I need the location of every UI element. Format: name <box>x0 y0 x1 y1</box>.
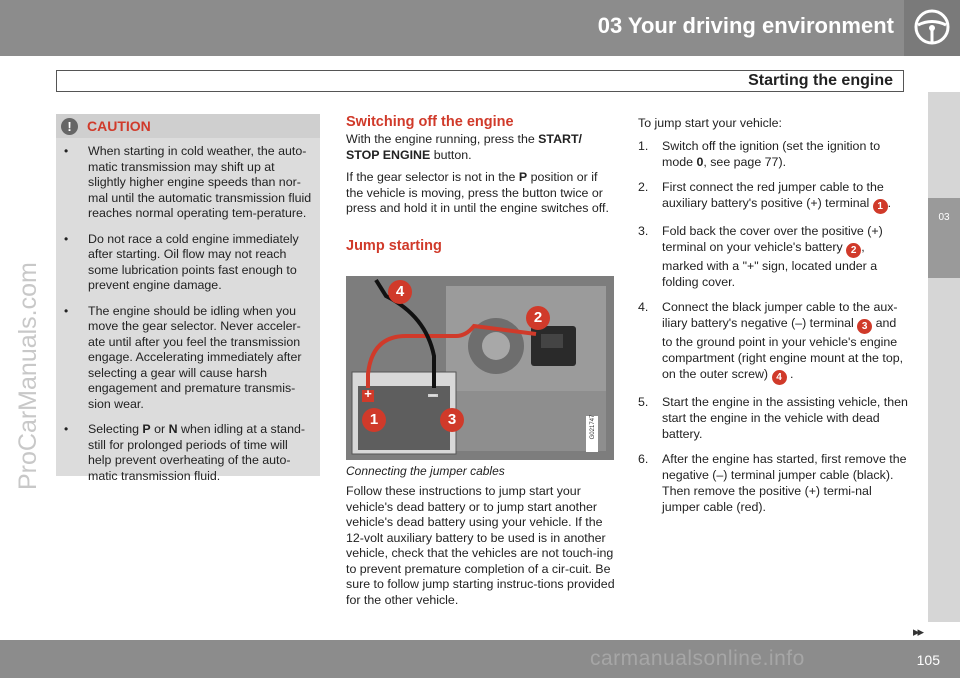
step-5: 5. Start the engine in the assisting vehicle, then start the engine in the vehicle with dead battery. <box>638 394 908 441</box>
callout-1: 1 <box>362 408 386 432</box>
engine-bay-drawing <box>346 276 614 460</box>
warning-icon: ! <box>61 118 78 135</box>
chapter-header <box>0 0 960 56</box>
jump-starting-heading: Jump starting <box>346 237 442 254</box>
chapter-title: 03 Your driving environment <box>597 13 894 38</box>
steering-wheel-icon <box>913 8 951 46</box>
step-6: 6. After the engine has started, first remove the negative (–) terminal jumper cable (black). Then remove the positive (+) termi-nal jumper cable (red). <box>638 451 907 514</box>
figure-code: G021747 <box>590 414 596 440</box>
figure-caption: Connecting the jumper cables <box>346 464 505 478</box>
steps-intro: To jump start your vehicle: <box>638 116 782 130</box>
callout-badge-4: 4 <box>772 370 787 385</box>
jump-start-steps-section <box>638 116 908 524</box>
section-title: Starting the engine <box>748 72 893 89</box>
callout-badge-1: 1 <box>873 199 888 214</box>
side-tab-label: 03 <box>938 212 950 223</box>
step-3: 3. Fold back the cover over the positive (+) terminal on your vehicle's battery 2 , marked with a "+" sign, located under a folding cover. <box>638 223 883 289</box>
chapter-side-tab[interactable] <box>928 198 960 278</box>
switching-off-section <box>346 114 616 254</box>
callout-2: 2 <box>526 306 550 330</box>
watermark-bottom: carmanualsonline.info <box>590 647 805 670</box>
caution-title: CAUTION <box>87 118 151 134</box>
continue-arrows-icon[interactable]: ▸▸ <box>913 624 923 639</box>
caution-item: • When starting in cold weather, the auto-matic transmission may shift up at slightly higher engine speeds than nor-mal until the automatic transmission fluid reaches normal operating tem-perature. <box>64 144 314 222</box>
side-tab-bar <box>928 92 960 622</box>
jumper-cable-illustration <box>346 276 614 460</box>
watermark-side: ProCarManuals.com <box>14 262 42 490</box>
caution-item: • Do not race a cold engine immediately after starting. Oil flow may not reach some lubrication points fast enough to prevent engine damage. <box>64 232 314 294</box>
section-header <box>56 70 904 92</box>
steering-wheel-icon-box <box>904 0 960 56</box>
callout-4: 4 <box>388 280 412 304</box>
switching-off-heading: Switching off the engine <box>346 114 514 130</box>
caution-item: • The engine should be idling when you move the gear selector. Never acceler-ate until after you feel the transmission engage. Accelerating immediately after selecting a gear will cause harsh engagement and premature transmis-sion wear. <box>64 304 314 413</box>
switching-off-paragraph-2: If the gear selector is not in the P position or if the vehicle is moving, press the button twice or press and hold it in until the engine switches off. <box>346 170 609 215</box>
steps-list <box>638 138 908 515</box>
callout-badge-2: 2 <box>846 243 861 258</box>
step-2: 2. First connect the red jumper cable to the auxiliary battery's positive (+) terminal 1 . <box>638 179 892 212</box>
step-4: 4. Connect the black jumper cable to the aux-iliary battery's negative (–) terminal 3 and to the ground point in your vehicle's engine compartment (right engine mount at the top, on the outer screw) 4 . <box>638 299 904 383</box>
battery-plus-sign: + <box>364 386 372 401</box>
caution-box <box>56 114 320 483</box>
step-1: 1. Switch off the ignition (set the ignition to mode 0, see page 77). <box>638 138 881 169</box>
switching-off-paragraph-1: With the engine running, press the START/ STOP ENGINE button. <box>346 132 582 162</box>
jump-starting-paragraph: Follow these instructions to jump start your vehicle's dead battery or to jump start another vehicle's dead battery using your vehicle. If the 12-volt auxiliary battery to be used is in another vehicle, check that the vehicles are not touch-ing to prevent premature completion of a cir-cuit. Be sure to follow jump starting instruc-tions provided for the other vehicle. <box>346 484 615 607</box>
page-number: 105 <box>916 652 940 668</box>
caution-item: • Selecting P or N when idling at a stand-still for prolonged periods of time will help prevent overheating of the auto-matic transmission fluid. <box>64 422 314 484</box>
battery-minus-sign: – <box>429 387 437 402</box>
caution-header <box>56 114 320 138</box>
caution-list <box>64 144 314 494</box>
callout-3: 3 <box>440 408 464 432</box>
page-footer <box>0 640 960 678</box>
callout-badge-3: 3 <box>857 319 872 334</box>
